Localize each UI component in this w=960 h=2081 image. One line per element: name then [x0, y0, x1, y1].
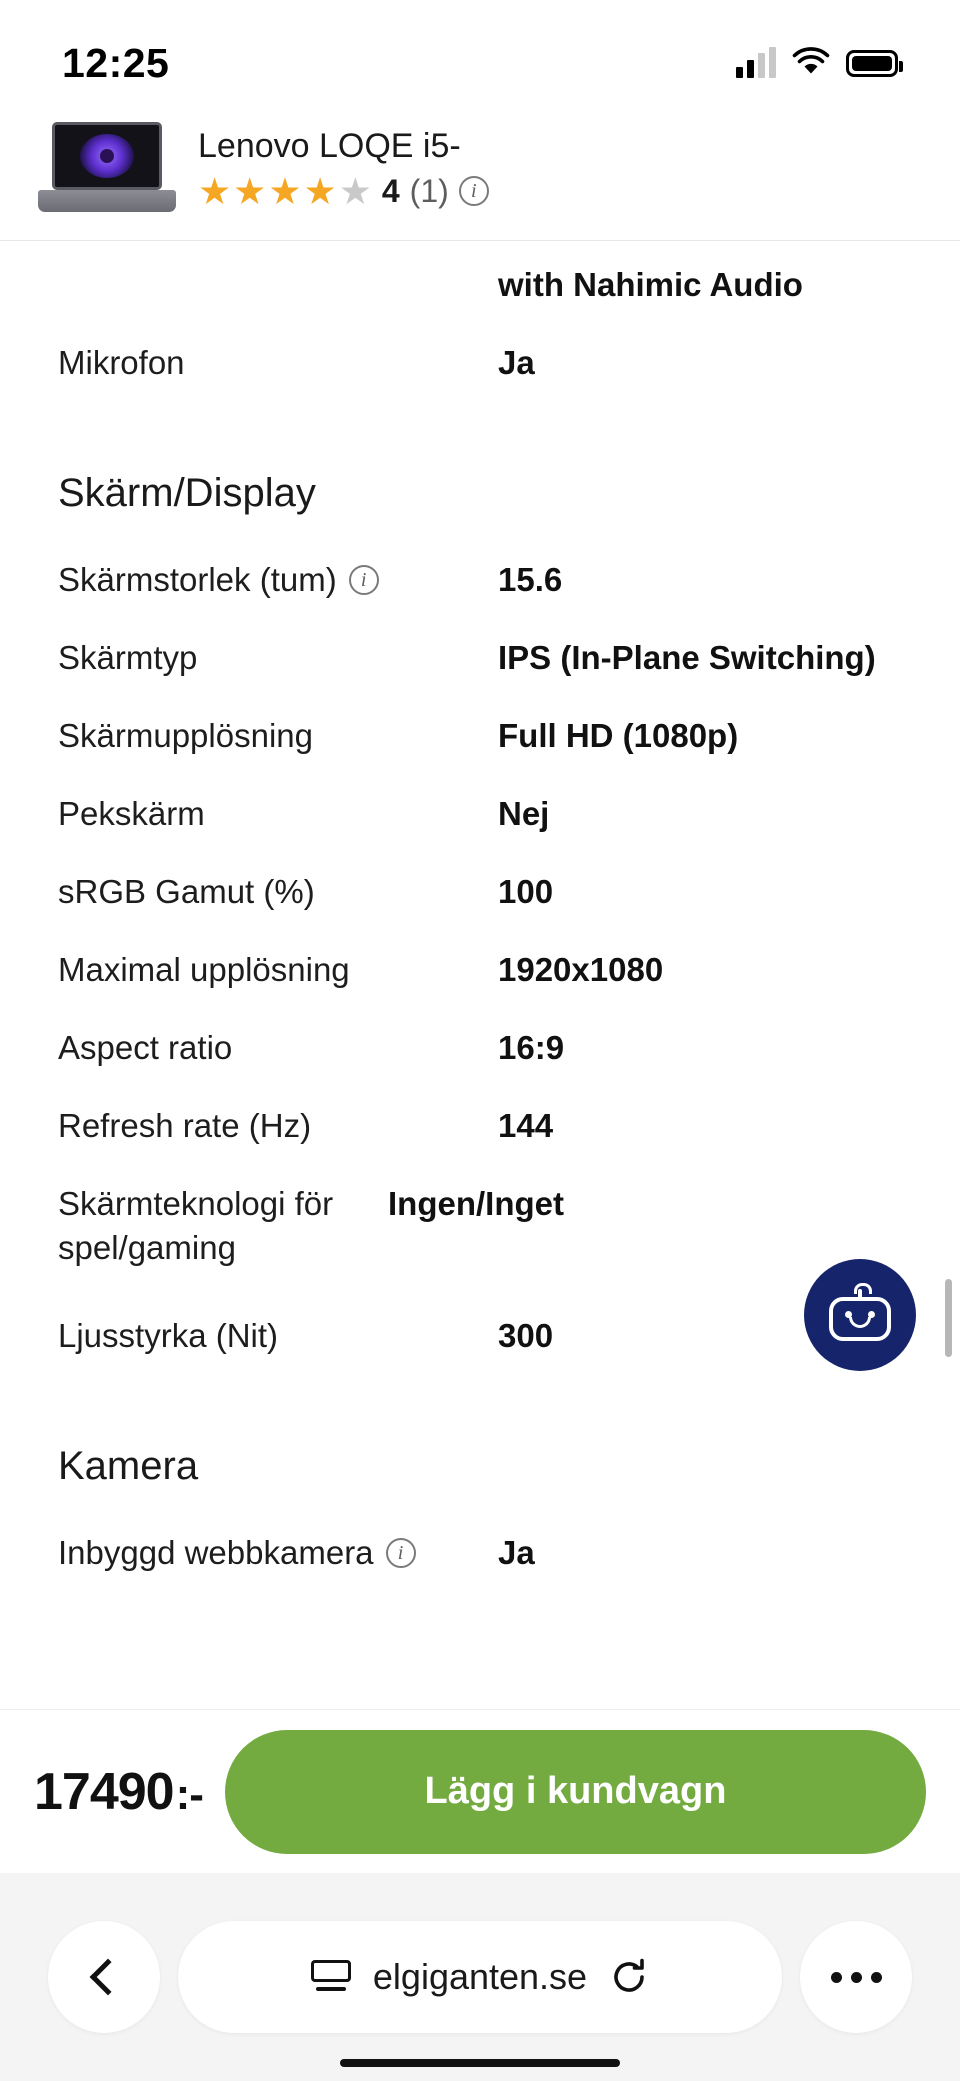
spec-value: IPS (In-Plane Switching): [498, 639, 876, 676]
spec-value: 1920x1080: [498, 951, 664, 988]
table-row: [58, 558, 902, 636]
spec-label: [58, 1104, 498, 1148]
table-row: [58, 714, 902, 792]
spec-label: [58, 1026, 498, 1070]
spec-label-text: Skärmteknologi för spel/gaming: [58, 1185, 334, 1266]
scrollbar[interactable]: [945, 1279, 952, 1357]
reload-icon[interactable]: [609, 1957, 649, 1997]
spec-scroll-area[interactable]: [0, 263, 960, 1571]
spec-label: [58, 714, 498, 758]
spec-label-text: Skärmstorlek (tum): [58, 561, 337, 598]
status-icons: [736, 48, 898, 78]
status-time: 12:25: [62, 39, 170, 86]
spec-label-text: Skärmupplösning: [58, 717, 313, 754]
product-price: [34, 1762, 203, 1822]
spec-label-text: Mikrofon: [58, 344, 185, 381]
table-row: [58, 948, 902, 1026]
table-row: [58, 792, 902, 870]
wifi-icon: [792, 49, 830, 77]
spec-label: [58, 1182, 388, 1269]
home-indicator: [340, 2059, 620, 2067]
spec-label-text: Aspect ratio: [58, 1029, 233, 1066]
spec-label-text: Pekskärm: [58, 795, 205, 832]
section-title-display: Skärm/Display: [58, 471, 316, 515]
spec-label-text: Ljusstyrka (Nit): [58, 1317, 279, 1354]
table-row: [58, 870, 902, 948]
spec-label: [58, 792, 498, 836]
spec-label: [58, 870, 498, 914]
spec-value: 15.6: [498, 561, 563, 598]
spec-value: Ingen/Inget: [388, 1185, 564, 1222]
spec-label-text: Skärmtyp: [58, 639, 198, 676]
table-row: [58, 1026, 902, 1104]
star-rating-icon: ★ ★ ★ ★ ★: [198, 170, 372, 212]
info-icon[interactable]: i: [349, 565, 379, 595]
more-options-button[interactable]: [800, 1921, 912, 2033]
spec-label: [58, 341, 498, 385]
section-title-camera: Kamera: [58, 1444, 199, 1488]
rating-row[interactable]: [198, 170, 489, 212]
back-button[interactable]: [48, 1921, 160, 2033]
buy-bar: [0, 1709, 960, 1873]
add-to-cart-button[interactable]: Lägg i kundvagn: [225, 1730, 926, 1854]
spec-label: [58, 1314, 498, 1358]
robot-assistant-icon: [829, 1289, 891, 1341]
product-title: Lenovo LOQE i5-: [198, 127, 461, 166]
browser-toolbar: [0, 1873, 960, 2081]
table-row: [58, 1531, 902, 1609]
spec-value: Nej: [498, 795, 550, 832]
price-amount: 17490: [34, 1762, 174, 1821]
info-icon[interactable]: i: [386, 1538, 416, 1568]
table-row: [58, 263, 902, 341]
rating-value: 4: [381, 172, 400, 209]
spec-value: 300: [498, 1317, 554, 1354]
spec-label: [58, 948, 498, 992]
battery-icon: [846, 50, 898, 77]
spec-value: 100: [498, 873, 554, 910]
table-row: [58, 1314, 902, 1392]
address-bar[interactable]: [178, 1921, 782, 2033]
spec-label-text: Inbyggd webbkamera: [58, 1534, 374, 1571]
spec-label: [58, 558, 498, 602]
spec-list: [0, 263, 960, 1609]
spec-label-text: Refresh rate (Hz): [58, 1107, 312, 1144]
status-bar: [0, 0, 960, 108]
spec-value: Ja: [498, 1534, 535, 1571]
spec-label: [58, 1531, 498, 1575]
product-info: [198, 126, 489, 210]
spec-value: with Nahimic Audio: [498, 266, 803, 303]
price-suffix: :-: [175, 1769, 203, 1819]
table-row: [58, 636, 902, 714]
spec-value: Ja: [498, 344, 535, 381]
product-thumbnail[interactable]: [38, 116, 176, 220]
product-header[interactable]: [0, 108, 960, 241]
chat-assistant-button[interactable]: [804, 1259, 916, 1371]
table-row: [58, 1104, 902, 1182]
rating-count: (1): [409, 172, 449, 209]
cellular-signal-icon: [736, 48, 776, 78]
spec-label-text: sRGB Gamut (%): [58, 873, 315, 910]
more-options-icon: [831, 1972, 882, 1983]
spec-label: [58, 636, 498, 680]
back-chevron-icon: [90, 1959, 127, 1996]
spec-label-text: Maximal upplösning: [58, 951, 350, 988]
info-icon[interactable]: i: [459, 176, 489, 206]
url-text: elgiganten.se: [372, 1956, 588, 1997]
reader-view-icon[interactable]: [311, 1960, 351, 1994]
table-row: [58, 341, 902, 419]
table-row: [58, 1182, 902, 1314]
spec-value: 16:9: [498, 1029, 565, 1066]
spec-value: Full HD (1080p): [498, 717, 739, 754]
spec-value: 144: [498, 1107, 554, 1144]
